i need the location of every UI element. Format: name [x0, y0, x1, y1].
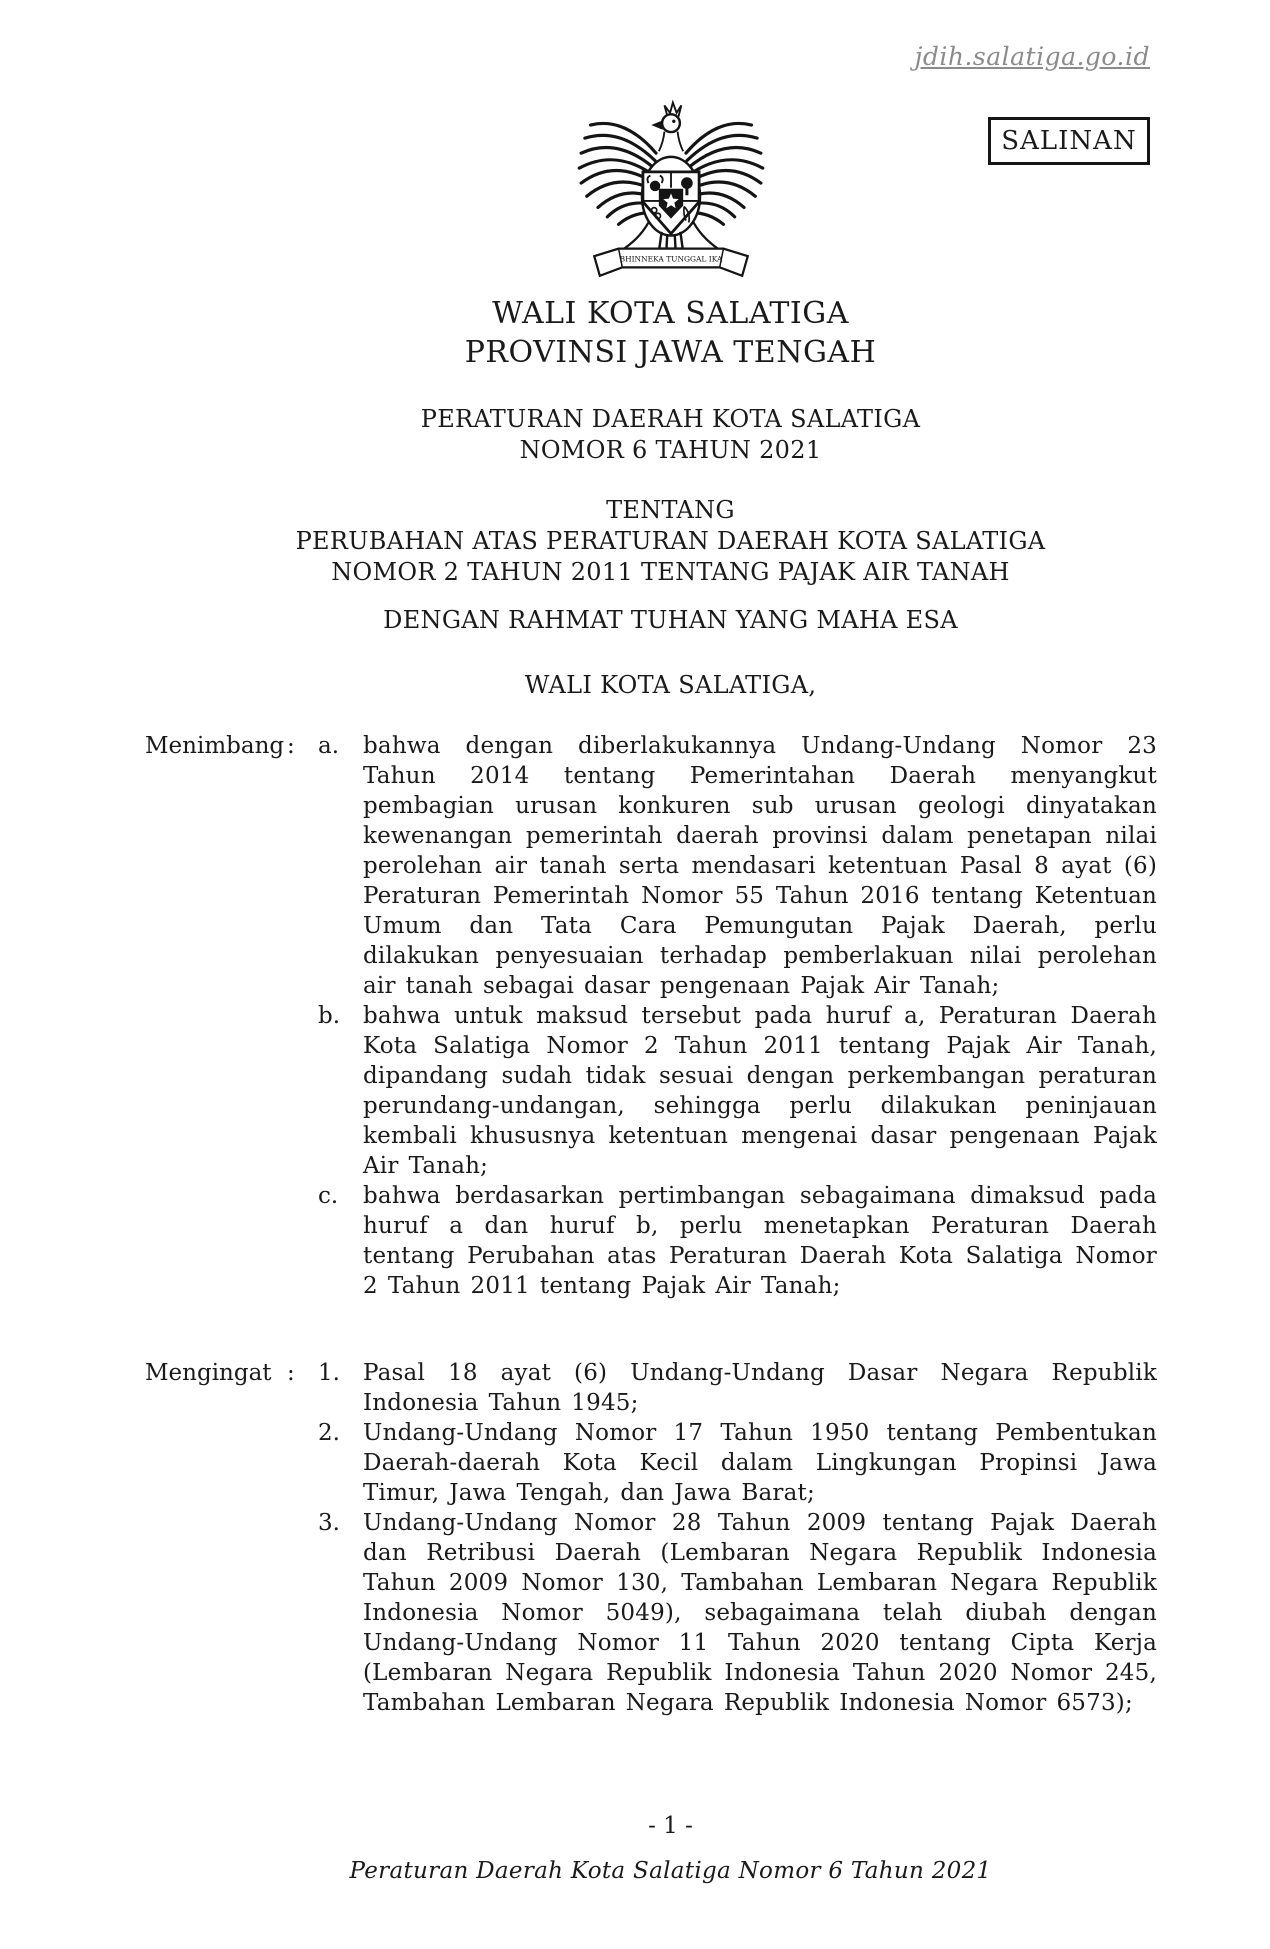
watermark-url: jdih.salatiga.go.id — [914, 42, 1150, 71]
item-text: Undang-Undang Nomor 17 Tahun 1950 tentang Pembentukan Daerah-daerah Kota Kecil dalam Lingkungan Propinsi Jawa Timur, Jawa Tengah, dan Jawa Barat; — [363, 1420, 1157, 1506]
regulation-title-line-2: NOMOR 6 TAHUN 2021 — [519, 436, 822, 464]
item-marker: b. — [318, 1003, 341, 1029]
item-text: Undang-Undang Nomor 28 Tahun 2009 tentang Pajak Daerah dan Retribusi Daerah (Lembaran Negara Republik Indonesia Tahun 2009 Nomor 130, Tambahan Lembaran Negara Republik Indonesia Nomor 5049), sebagaimana telah diubah dengan Undang-Undang Nomor 11 Tahun 2020 tentang Cipta Kerja (Lembaran Negara Republik Indonesia Tahun 2020 Nomor 245, Tambahan Lembaran Negara Republik Indonesia Nomor 6573); — [363, 1510, 1157, 1716]
regulation-title — [168, 404, 1173, 466]
regulation-subject — [168, 495, 1173, 588]
footer-document-note: Peraturan Daerah Kota Salatiga Nomor 6 Tahun 2021 — [349, 1858, 992, 1884]
considering-item-c — [318, 1181, 1157, 1301]
motto-ribbon — [594, 249, 748, 276]
subject-line-1: PERUBAHAN ATAS PERATURAN DAERAH KOTA SALATIGA — [295, 527, 1046, 555]
considering-colon: : — [287, 733, 295, 759]
item-marker: 3. — [318, 1510, 340, 1536]
heading-line-1: WALI KOTA SALATIGA — [492, 296, 849, 331]
page-number: - 1 - — [648, 1813, 693, 1839]
subject-label: TENTANG — [606, 496, 735, 524]
remembering-item-3 — [318, 1508, 1157, 1718]
considering-label: Menimbang — [145, 733, 285, 759]
item-marker: 2. — [318, 1420, 340, 1446]
item-marker: 1. — [318, 1360, 340, 1386]
item-text: bahwa berdasarkan pertimbangan sebagaimana dimaksud pada huruf a dan huruf b, perlu menetapkan Peraturan Daerah tentang Perubahan atas Peraturan Daerah Kota Salatiga Nomor 2 Tahun 2011 tentang Pajak Air Tanah; — [363, 1183, 1157, 1299]
garuda-pancasila-icon — [568, 86, 774, 298]
heading-line-2: PROVINSI JAWA TENGAH — [464, 335, 877, 370]
remembering-section — [145, 1358, 1157, 1718]
item-marker: a. — [318, 733, 340, 759]
remembering-item-1 — [318, 1358, 1157, 1418]
considering-item-a — [318, 731, 1157, 1001]
item-text: bahwa dengan diberlakukannya Undang-Undang Nomor 23 Tahun 2014 tentang Pemerintahan Daerah menyangkut pembagian urusan konkuren sub urusan geologi dinyatakan kewenangan pemerintah daerah provinsi dalam penetapan nilai perolehan air tanah serta mendasari ketentuan Pasal 8 ayat (6) Peraturan Pemerintah Nomor 55 Tahun 2016 tentang Ketentuan Umum dan Tata Cara Pemungutan Pajak Daerah, perlu dilakukan penyesuaian terhadap pemberlakuan nilai perolehan air tanah sebagai dasar pengenaan Pajak Air Tanah; — [363, 733, 1157, 999]
document-heading — [168, 294, 1173, 372]
remembering-colon: : — [287, 1360, 295, 1386]
item-text: Pasal 18 ayat (6) Undang-Undang Dasar Negara Republik Indonesia Tahun 1945; — [363, 1360, 1157, 1416]
invocation-line: DENGAN RAHMAT TUHAN YANG MAHA ESA — [383, 606, 958, 634]
garuda-head — [651, 103, 681, 132]
considering-section — [145, 731, 1157, 1301]
salinan-stamp-label: SALINAN — [1001, 126, 1137, 156]
subject-line-2: NOMOR 2 TAHUN 2011 TENTANG PAJAK AIR TANAH — [331, 558, 1010, 586]
salinan-stamp — [988, 117, 1150, 165]
item-text: bahwa untuk maksud tersebut pada huruf a, Peraturan Daerah Kota Salatiga Nomor 2 Tahun 2011 tentang Pajak Air Tanah, dipandang sudah tidak sesuai dengan perkembangan peraturan perundang-undangan, sehingga perlu dilakukan peninjauan kembali khususnya ketentuan mengenai dasar pengenaan Pajak Air Tanah; — [363, 1003, 1157, 1179]
remembering-label: Mengingat — [145, 1360, 272, 1386]
office-line: WALI KOTA SALATIGA, — [524, 671, 817, 699]
regulation-title-line-1: PERATURAN DAERAH KOTA SALATIGA — [420, 405, 921, 433]
item-marker: c. — [318, 1183, 339, 1209]
considering-item-b — [318, 1001, 1157, 1181]
remembering-item-2 — [318, 1418, 1157, 1508]
motto-text: BHINNEKA TUNGGAL IKA — [619, 254, 723, 264]
